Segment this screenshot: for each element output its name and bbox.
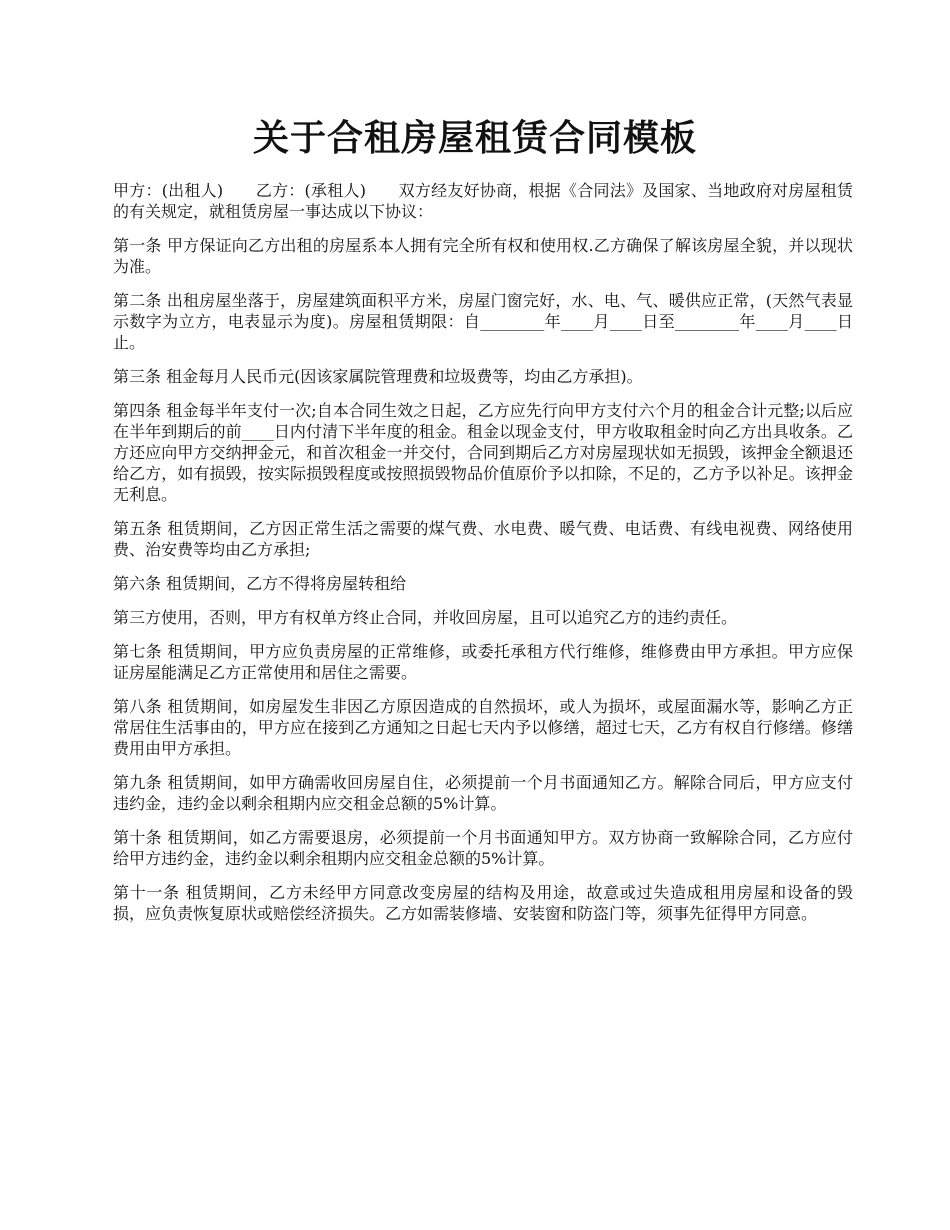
paragraph-article-7: 第七条 租赁期间，甲方应负责房屋的正常维修，或委托承租方代行维修，维修费由甲方承担。甲方应保证房屋能满足乙方正常使用和居住之需要。 [113,642,853,682]
paragraph-article-8: 第八条 租赁期间，如房屋发生非因乙方原因造成的自然损坏，或人为损坏，或屋面漏水等，影响乙方正常居住生活事由的，甲方应在接到乙方通知之日起七天内予以修缮，超过七天，乙方有权自行修缮。修缮费用由甲方承担。 [113,697,853,758]
paragraph-article-10: 第十条 租赁期间，如乙方需要退房，必须提前一个月书面通知甲方。双方协商一致解除合同，乙方应付给甲方违约金，违约金以剩余租期内应交租金总额的5%计算。 [113,828,853,868]
paragraph-preamble: 甲方：(出租人) 乙方：(承租人) 双方经友好协商，根据《合同法》及国家、当地政府对房屋租赁的有关规定，就租赁房屋一事达成以下协议： [113,181,853,221]
paragraph-article-6-continued: 第三方使用，否则，甲方有权单方终止合同，并收回房屋，且可以追究乙方的违约责任。 [113,608,738,627]
paragraph-article-11: 第十一条 租赁期间，乙方未经甲方同意改变房屋的结构及用途，故意或过失造成租用房屋和设备的毁损，应负责恢复原状或赔偿经济损失。乙方如需装修墙、安装窗和防盗门等，须事先征得甲方同意。 [113,883,853,923]
paragraph-article-2: 第二条 出租房屋坐落于，房屋建筑面积平方米，房屋门窗完好，水、电、气、暖供应正常，(天然气表显示数字为立方，电表显示为度)。房屋租赁期限：自________年____月____日至________年____月____日止。 [113,291,853,352]
paragraph-article-5: 第五条 租赁期间，乙方因正常生活之需要的煤气费、水电费、暖气费、电话费、有线电视费、网络使用费、治安费等均由乙方承担; [113,519,853,559]
document-body [113,180,853,937]
paragraph-article-9: 第九条 租赁期间，如甲方确需收回房屋自住，必须提前一个月书面通知乙方。解除合同后，甲方应支付违约金，违约金以剩余租期内应交租金总额的5%计算。 [113,773,853,813]
paragraph-article-1: 第一条 甲方保证向乙方出租的房屋系本人拥有完全所有权和使用权.乙方确保了解该房屋全貌，并以现状为准。 [113,236,853,276]
paragraph-article-4: 第四条 租金每半年支付一次;自本合同生效之日起，乙方应先行向甲方支付六个月的租金合计元整;以后应在半年到期后的前____日内付清下半年度的租金。租金以现金支付，甲方收取租金时向乙方出具收条。乙方还应向甲方交纳押金元，和首次租金一并交付，合同到期后乙方对房屋现状如无损毁，该押金全额退还给乙方，如有损毁，按实际损毁程度或按照损毁物品价值原价予以扣除，不足的，乙方予以补足。该押金无利息。 [113,401,853,504]
paragraph-article-3: 第三条 租金每月人民币元(因该家属院管理费和垃圾费等，均由乙方承担)。 [113,367,643,386]
paragraph-article-6: 第六条 租赁期间，乙方不得将房屋转租给 [113,574,407,593]
document-title: 关于合租房屋租赁合同模板 [252,118,697,159]
